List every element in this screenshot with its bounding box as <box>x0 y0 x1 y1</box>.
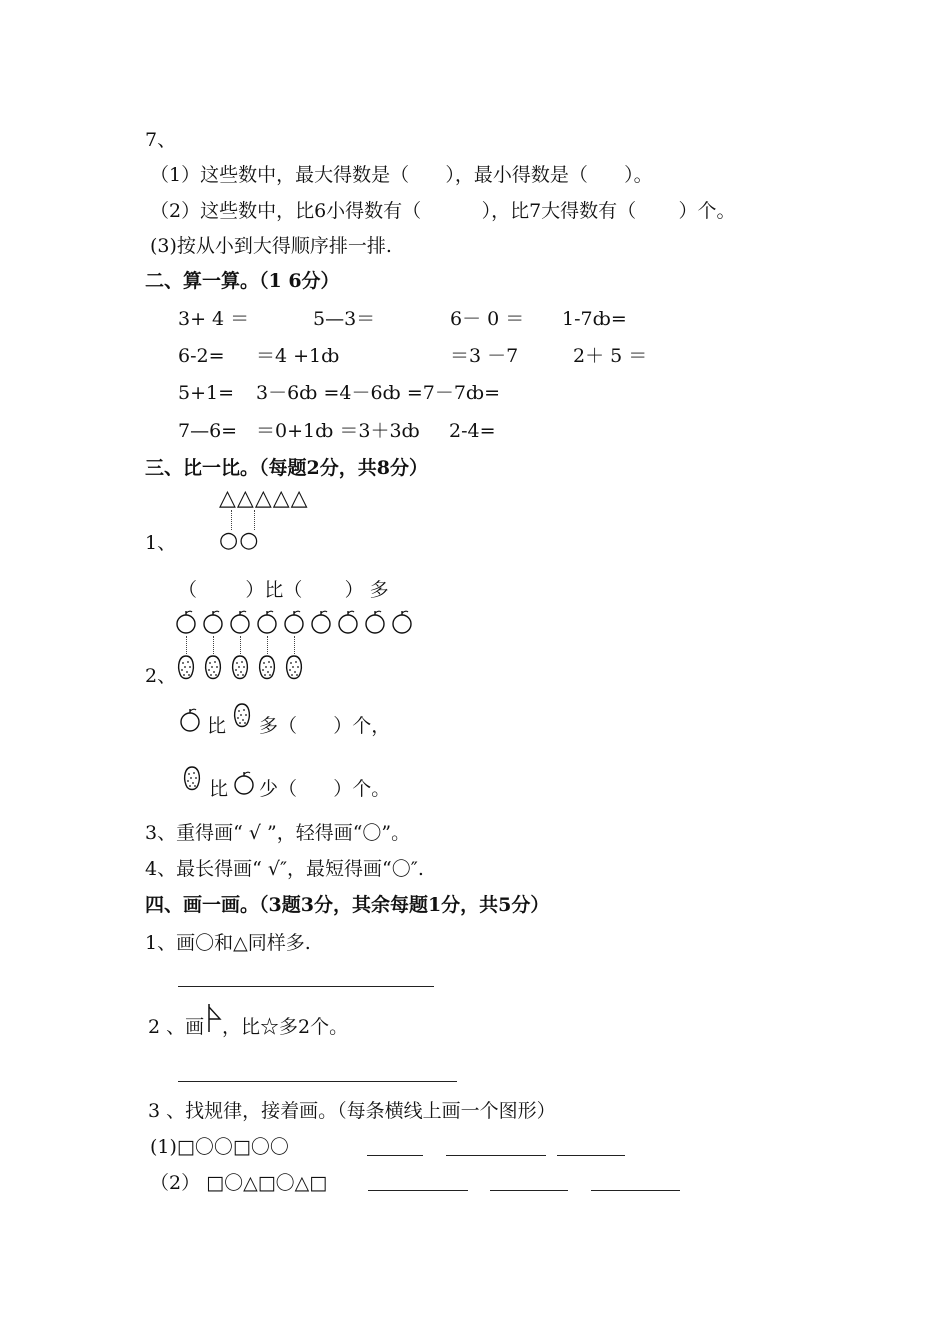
strawberry-row-icon <box>176 654 316 684</box>
apple-row-icon <box>176 610 416 636</box>
draw-q1: 1、画〇和△同样多. <box>145 932 311 954</box>
calc-item: 1-7ȸ= <box>562 308 627 330</box>
calc-item: 5—3＝ <box>313 308 376 330</box>
q1-answer: （ ）比（ ） 多 <box>178 579 389 601</box>
compare-word: 比 <box>209 778 229 800</box>
triangle-row: △△△△△ <box>219 486 309 511</box>
calc-item: 2-4= <box>449 420 496 442</box>
answer-line <box>591 1190 680 1191</box>
calc-item: 2＋ 5 ＝ <box>573 345 648 367</box>
matching-line <box>186 636 187 654</box>
pattern-1: (1)□〇〇□〇〇 <box>150 1136 289 1158</box>
answer-line <box>367 1155 423 1156</box>
apple-icon <box>234 771 256 797</box>
apple-icon <box>180 708 202 734</box>
matching-line <box>254 510 255 530</box>
q7-part3: (3)按从小到大得顺序排一排. <box>150 235 392 257</box>
calc-item: 3－6ȸ =4－6ȸ =7－7ȸ= <box>256 382 501 404</box>
q3-text: 3、重得画“ √ ”，轻得画“〇”。 <box>145 822 411 844</box>
answer-line <box>178 1081 457 1082</box>
draw-q3: 3 、找规律，接着画。（每条横线上画一个图形） <box>148 1100 556 1122</box>
strawberry-icon <box>182 765 204 793</box>
answer-line <box>178 986 434 987</box>
section2-heading: 二、算一算。（1 6分） <box>145 270 340 292</box>
calc-item: 3+ 4 ＝ <box>178 308 250 330</box>
calc-item: 6-2= <box>178 345 225 367</box>
strawberry-icon <box>232 702 254 730</box>
compare-word: 比 <box>207 715 227 737</box>
draw-q2-suffix: ，比☆多2个。 <box>222 1016 349 1038</box>
q7-part1: （1）这些数中，最大得数是（ ），最小得数是（ ）。 <box>150 164 653 186</box>
q4-text: 4、最长得画“ √″，最短得画“〇″. <box>145 858 424 880</box>
flag-icon <box>207 1003 223 1033</box>
answer-line <box>557 1155 625 1156</box>
matching-line <box>240 636 241 654</box>
section3-heading: 三、比一比。（每题2分，共8分） <box>145 457 428 479</box>
circle-row: ○○ <box>219 528 260 553</box>
calc-item: 7—6= <box>178 420 238 442</box>
calc-item: ＝0+1ȸ ＝3＋3ȸ <box>256 420 420 442</box>
draw-q2-prefix: 2 、画 <box>148 1016 205 1038</box>
matching-line <box>267 636 268 654</box>
calc-item: 6－ 0 ＝ <box>450 308 525 330</box>
q1-number: 1、 <box>145 532 177 554</box>
calc-item: 5+1= <box>178 382 235 404</box>
pattern-2: （2） □〇△□〇△□ <box>150 1172 328 1194</box>
matching-line <box>213 636 214 654</box>
section4-heading: 四、画一画。（3题3分，其余每题1分，共5分） <box>145 894 550 916</box>
q7-number: 7、 <box>145 129 177 151</box>
q2b-answer: 少（ ）个。 <box>259 778 391 800</box>
q2-number: 2、 <box>145 665 177 687</box>
calc-item: ＝3 －7 <box>450 345 519 367</box>
answer-line <box>490 1190 568 1191</box>
q7-part2: （2）这些数中，比6小得数有（ ），比7大得数有（ ）个。 <box>150 200 736 222</box>
matching-line <box>231 510 232 530</box>
calc-item: ＝4 +1ȸ <box>256 345 340 367</box>
answer-line <box>446 1155 546 1156</box>
matching-line <box>294 636 295 654</box>
answer-line <box>368 1190 468 1191</box>
q2a-answer: 多（ ）个， <box>259 715 391 737</box>
